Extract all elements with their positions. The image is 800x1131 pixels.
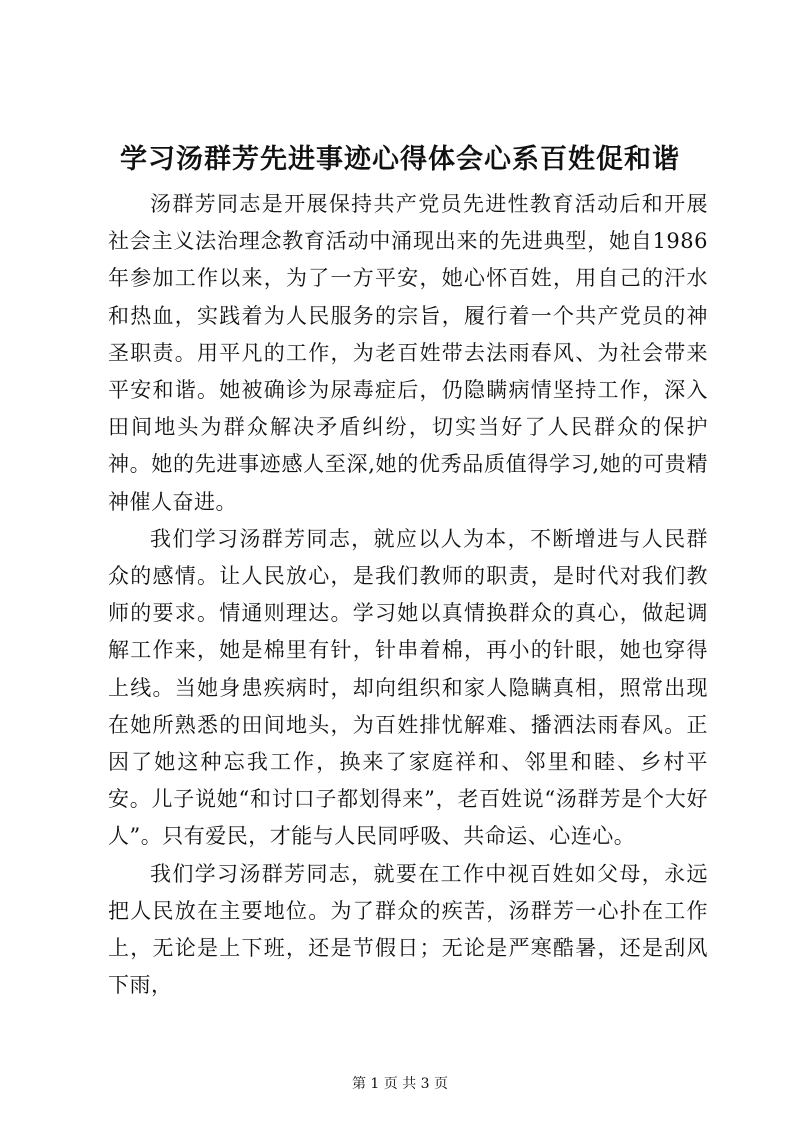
paragraph-1: 汤群芳同志是开展保持共产党员先进性教育活动后和开展社会主义法治理念教育活动中涌现出来的先进典型，她自1986年参加工作以来，为了一方平安，她心怀百姓，用自己的汗水和热血，实践着为人民服务的宗旨，履行着一个共产党员的神圣职责。用平凡的工作，为老百姓带去法雨春风、为社会带来平安和谐。她被确诊为尿毒症后，仍隐瞒病情坚持工作，深入田间地头为群众解决矛盾纠纷，切实当好了人民群众的保护神。她的先进事迹感人至深,她的优秀品质值得学习,她的可贵精神催人奋进。 [108,192,708,514]
paragraph-3: 我们学习汤群芳同志，就要在工作中视百姓如父母，永远把人民放在主要地位。为了群众的疾苦，汤群芳一心扑在工作上，无论是上下班，还是节假日；无论是严寒酷暑，还是刮风下雨， [108,861,708,998]
page-footer: 第 1 页 共 3 页 [351,1076,449,1092]
paragraph-2: 我们学习汤群芳同志，就应以人为本，不断增进与人民群众的感情。让人民放心，是我们教师的职责，是时代对我们教师的要求。情通则理达。学习她以真情换群众的真心，做起调解工作来，她是棉里有针，针串着棉，再小的针眼，她也穿得上线。当她身患疾病时，却向组织和家人隐瞒真相，照常出现在她所熟悉的田间地头，为百姓排忧解难、播洒法雨春风。正因了她这种忘我工作，换来了家庭祥和、邻里和睦、乡村平安。儿子说她“和讨口子都划得来”，老百姓说“汤群芳是个大好人”。只有爱民，才能与人民同呼吸、共命运、心连心。 [108,526,708,849]
page-title: 学习汤群芳先进事迹心得体会心系百姓促和谐 [120,144,680,175]
document-body [108,186,708,1004]
